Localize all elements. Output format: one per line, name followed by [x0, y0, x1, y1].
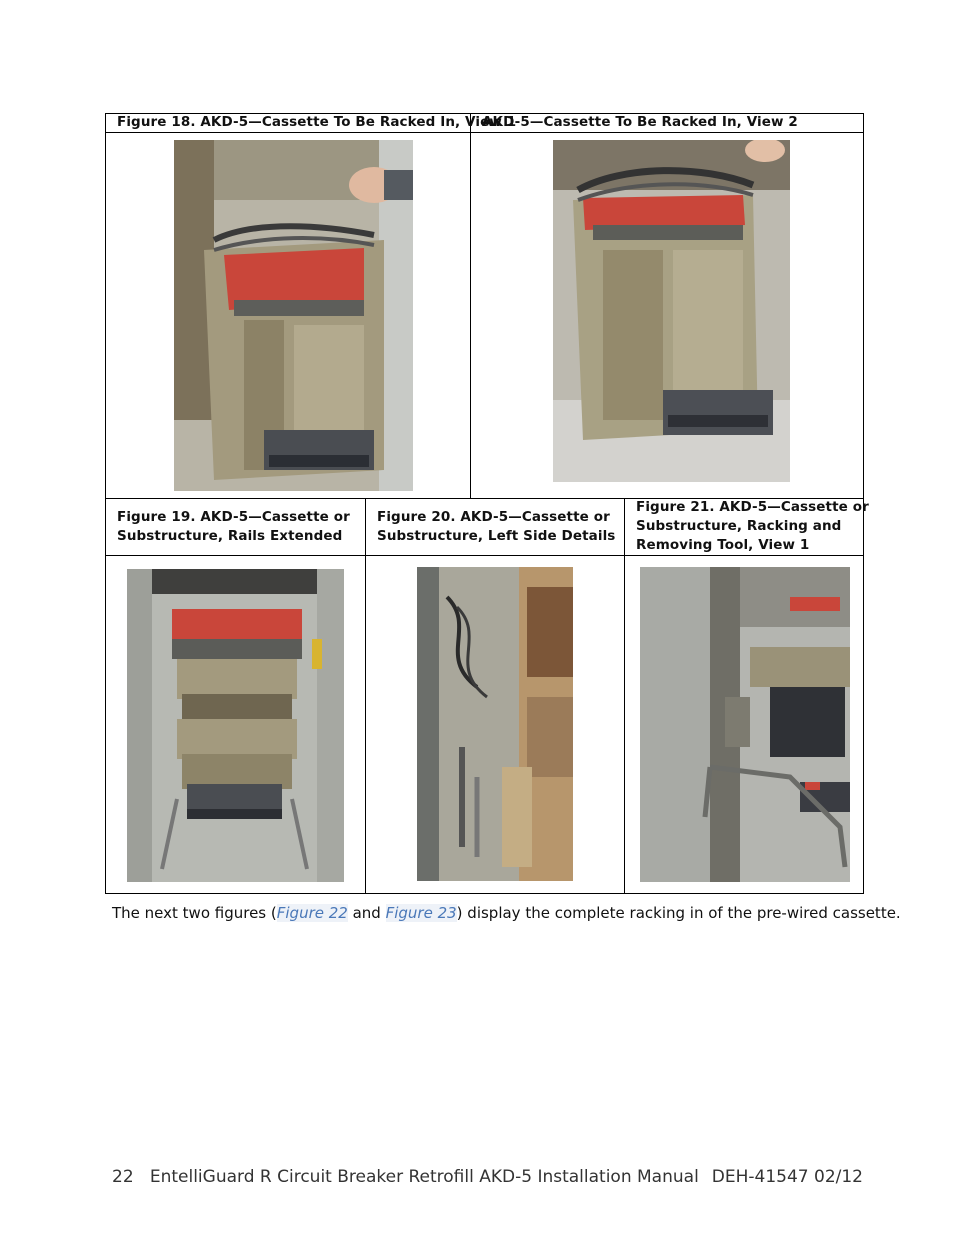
figure-19-caption [117, 508, 350, 546]
caption-line: Removing Tool, View 1 [636, 537, 810, 553]
caption-line: Substructure, Rails Extended [117, 528, 343, 544]
caption-line: Substructure, Left Side Details [377, 528, 616, 544]
figure-18-caption: Figure 18. AKD-5—Cassette To Be Racked In, View 1 [117, 114, 517, 130]
left-side-details-photo [417, 567, 573, 881]
table-divider [365, 498, 366, 894]
figure-21-caption [636, 498, 869, 555]
cassette-view-2-photo [553, 140, 790, 482]
table-divider [624, 498, 625, 894]
body-paragraph [112, 903, 901, 923]
table-divider [105, 555, 864, 556]
cassette-view-1-photo [174, 140, 413, 491]
footer-title: 22 EntelliGuard R Circuit Breaker Retrofill AKD-5 Installation Manual [112, 1167, 699, 1187]
figure-23-link[interactable]: Figure 23 [385, 904, 457, 922]
footer-doc-number: DEH-41547 02/12 [711, 1167, 863, 1187]
figure-20-caption [377, 508, 615, 546]
figure-22-link[interactable]: Figure 22 [276, 904, 348, 922]
caption-line: Figure 20. AKD-5—Cassette or [377, 509, 610, 525]
body-text-segment: ) display the complete racking in of the pre-wired cassette. [456, 904, 901, 922]
table-divider [470, 113, 471, 499]
caption-line: Substructure, Racking and [636, 518, 842, 534]
body-text-segment: The next two figures ( [112, 904, 277, 922]
racking-tool-photo [640, 567, 850, 882]
table-divider [105, 132, 864, 133]
caption-line: Figure 21. AKD-5—Cassette or [636, 499, 869, 515]
body-text-segment: and [347, 904, 386, 922]
rails-extended-photo [127, 569, 344, 882]
figure-18b-caption: AKD-5—Cassette To Be Racked In, View 2 [482, 114, 798, 130]
caption-line: Figure 19. AKD-5—Cassette or [117, 509, 350, 525]
